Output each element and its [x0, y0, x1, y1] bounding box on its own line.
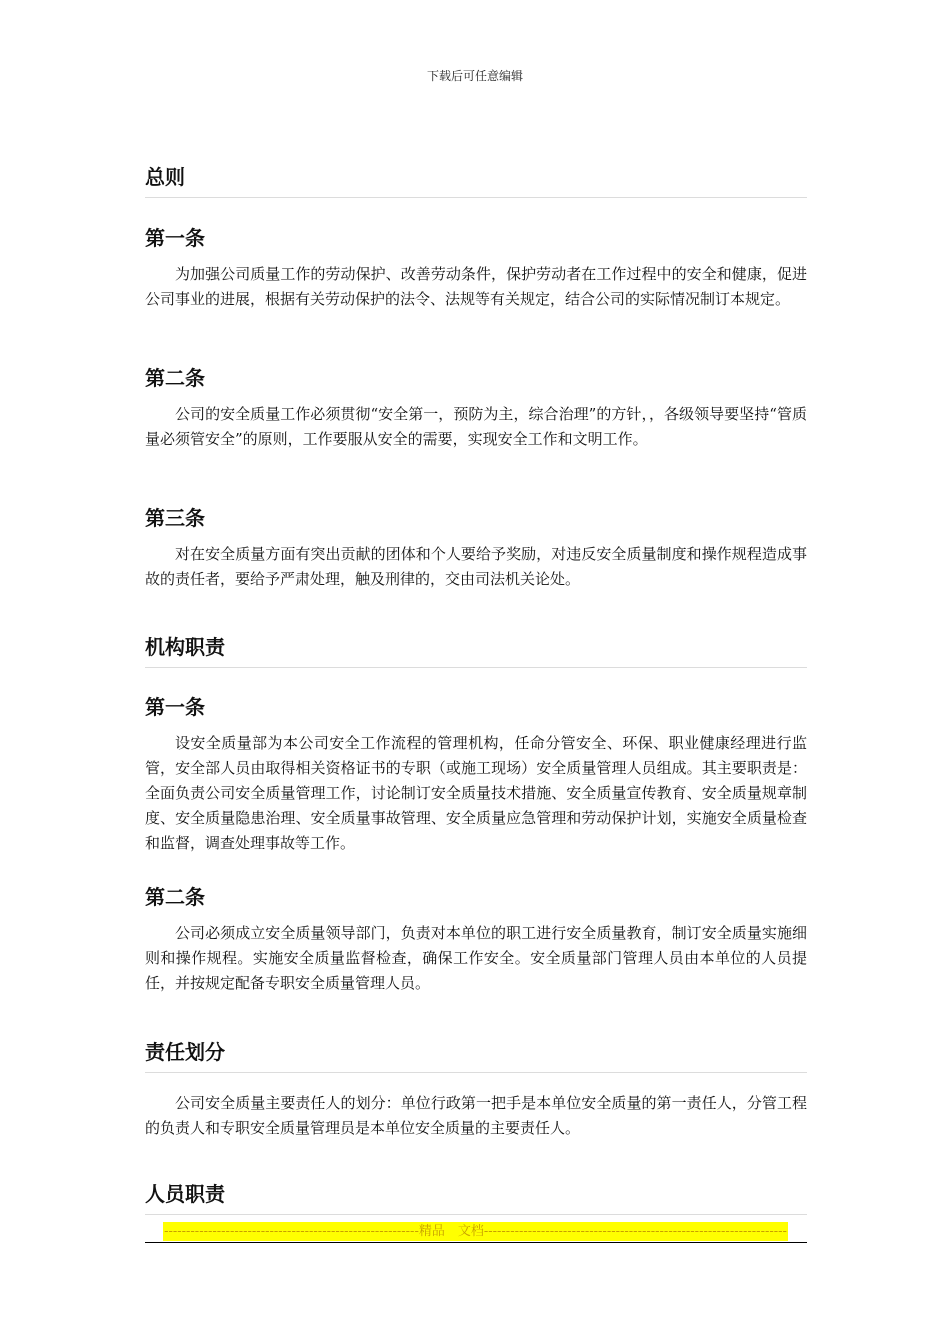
section-title-responsibility: 责任划分 — [145, 1038, 807, 1073]
section-title-organization: 机构职责 — [145, 633, 807, 668]
section-personnel — [145, 1180, 807, 1215]
article-organization-2 — [145, 883, 807, 996]
section-organization — [145, 633, 807, 668]
section-responsibility — [145, 1038, 807, 1073]
article-general-2 — [145, 364, 807, 452]
section-general — [145, 163, 807, 198]
footer-rule — [145, 1242, 807, 1243]
section-title-general: 总则 — [145, 163, 807, 198]
article-general-1 — [145, 224, 807, 312]
article-organization-1 — [145, 693, 807, 856]
article-title: 第三条 — [145, 506, 205, 530]
footer-watermark-band: ----------------------------------------------------------精品 文档--------------------------------------------------------------------- — [164, 1224, 787, 1239]
article-title: 第一条 — [145, 226, 205, 250]
responsibility-text: 公司安全质量主要责任人的划分：单位行政第一把手是本单位安全质量的第一责任人，分管工程的负责人和专职安全质量管理员是本单位安全质量的主要责任人。 — [145, 1094, 807, 1137]
article-text: 公司必须成立安全质量领导部门，负责对本单位的职工进行安全质量教育，制订安全质量实施细则和操作规程。实施安全质量监督检查，确保工作安全。安全质量部门管理人员由本单位的人员提任，并按规定配备专职安全质量管理人员。 — [145, 924, 807, 992]
article-title: 第二条 — [145, 885, 205, 909]
article-text: 对在安全质量方面有突出贡献的团体和个人要给予奖励，对违反安全质量制度和操作规程造成事故的责任者，要给予严肃处理，触及刑律的，交由司法机关论处。 — [145, 545, 807, 588]
article-text: 公司的安全质量工作必须贯彻“安全第一，预防为主，综合治理”的方针，，各级领导要坚持“管质量必须管安全”的原则，工作要服从安全的需要，实现安全工作和文明工作。 — [145, 405, 807, 448]
header-note: 下载后可任意编辑 — [426, 69, 523, 83]
article-text: 设安全质量部为本公司安全工作流程的管理机构，任命分管安全、环保、职业健康经理进行监管，安全部人员由取得相关资格证书的专职（或施工现场）安全质量管理人员组成。其主要职责是：全面负责公司安全质量管理工作，讨论制订安全质量技术措施、安全质量宣传教育、安全质量规章制度、安全质量隐患治理、安全质量事故管理、安全质量应急管理和劳动保护计划，实施安全质量检查和监督，调查处理事故等工作。 — [145, 734, 807, 852]
section-title-personnel: 人员职责 — [145, 1180, 807, 1215]
responsibility-body — [145, 1091, 807, 1141]
article-title: 第一条 — [145, 695, 205, 719]
article-title: 第二条 — [145, 366, 205, 390]
article-text: 为加强公司质量工作的劳动保护、改善劳动条件，保护劳动者在工作过程中的安全和健康，促进公司事业的进展，根据有关劳动保护的法令、法规等有关规定，结合公司的实际情况制订本规定。 — [145, 265, 807, 308]
article-general-3 — [145, 504, 807, 592]
